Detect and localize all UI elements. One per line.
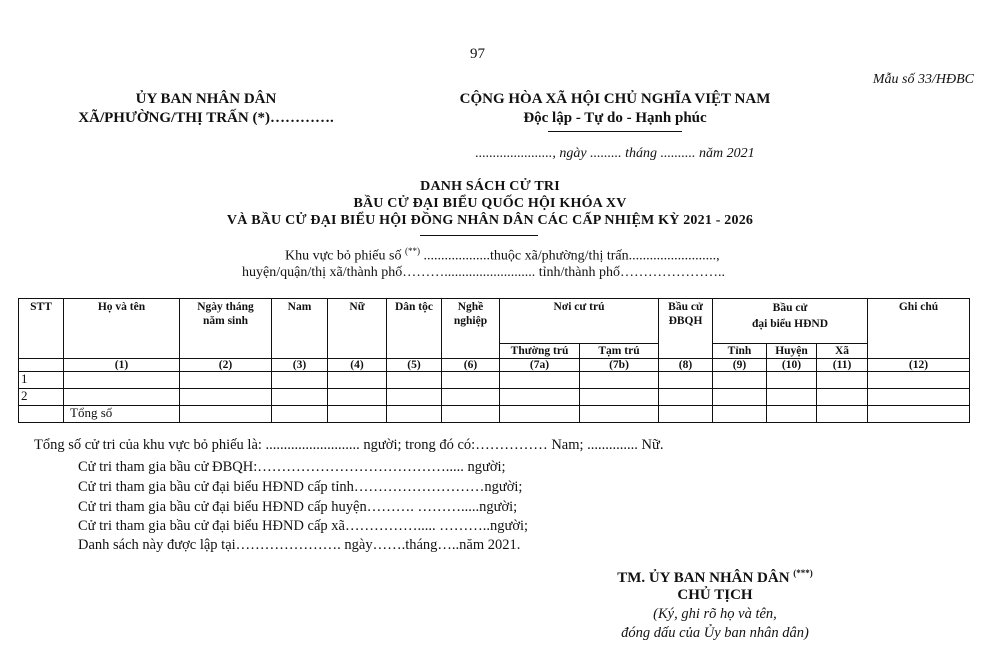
col-num: (7a) [500,359,580,372]
col-num: (4) [328,359,387,372]
national-motto: Độc lập - Tự do - Hạnh phúc [523,110,707,126]
header-province: Tỉnh [713,344,767,359]
area-label: Khu vực bỏ phiếu số [285,248,405,264]
date-line: ......................, ngày ......... tháng .......... năm 2021 [475,146,755,161]
col-num: (2) [180,359,272,372]
summary-made-at: Danh sách này được lập tại…………………. ngày…….tháng…..năm 2021. [78,537,521,553]
header-dob [180,299,272,359]
col-num: (6) [442,359,500,372]
summary-district: Cử tri tham gia bầu cử đại biểu HĐND cấp huyện………. ……….....người; [78,499,518,515]
title-line-3: VÀ BẦU CỬ ĐẠI BIỂU HỘI ĐỒNG NHÂN DÂN CÁC CẤP NHIỆM KỲ 2021 - 2026 [226,213,754,228]
header-residence: Nơi cư trú [500,299,659,344]
area-commune: ...................thuộc xã/phường/thị trấn........................., [419,248,720,264]
col-num: (5) [387,359,442,372]
issuing-authority [56,90,356,128]
col-num: (3) [272,359,328,372]
title-line-2: BẦU CỬ ĐẠI BIỂU QUỐC HỘI KHÓA XV [353,196,627,211]
col-num: (9) [713,359,767,372]
signature-note-2: đóng dấu của Ủy ban nhân dân) [621,625,809,641]
col-num: (10) [767,359,817,372]
summary-total: Tổng số cử tri của khu vực bỏ phiếu là: .......................... người; trong đó có:…………… Nam; .............. Nữ. [34,437,664,453]
header-ethnic: Dân tộc [387,299,442,359]
signature-title [580,568,850,587]
header-na-election [659,299,713,359]
title-underline [420,235,538,236]
col-num: (1) [64,359,180,372]
header-occupation [442,299,500,359]
header-na-line-1: Bầu cử [668,301,703,313]
title-line-1: DANH SÁCH CỬ TRI [420,179,560,194]
row-stt: 1 [19,372,64,389]
voter-list-table [18,298,970,423]
row-stt: 2 [19,389,64,406]
authority-line-1: ỦY BAN NHÂN DÂN [135,91,277,107]
table-row [19,389,970,406]
summary-commune: Cử tri tham gia bầu cử đại biểu HĐND cấp xã……………..... ………..người; [78,518,529,534]
col-num: (12) [868,359,970,372]
header-dob-line-1: Ngày tháng [197,301,254,313]
header-male: Nam [272,299,328,359]
header-occupation-line-2: nghiệp [453,315,488,327]
form-number: Mẫu số 33/HĐBC [872,72,974,87]
header-name: Họ và tên [64,299,180,359]
page-number: 97 [470,46,485,62]
header-commune: Xã [817,344,868,359]
national-title: CỘNG HÒA XÃ HỘI CHỦ NGHĨA VIỆT NAM [459,91,771,107]
col-num: (11) [817,359,868,372]
document-title [180,178,800,229]
summary-province: Cử tri tham gia bầu cử đại biểu HĐND cấp tỉnh………………………người; [78,479,523,495]
header-council-line-2: đại biểu HĐND [751,318,829,330]
signature-note-1: (Ký, ghi rõ họ và tên, [653,606,777,622]
header-female: Nữ [328,299,387,359]
header-permanent: Thường trú [500,344,580,359]
polling-area-line-1 [285,246,720,265]
total-row [19,406,970,423]
col-num-blank [19,359,64,372]
signature-footnote-mark: (***) [793,568,813,578]
summary-na: Cử tri tham gia bầu cử ĐBQH:…………………………………..... người; [78,459,506,475]
signature-title-text: TM. ỦY BAN NHÂN DÂN [617,570,790,586]
table-row [19,372,970,389]
signature-role: CHỦ TỊCH [677,587,753,603]
polling-area-line-2: huyện/quận/thị xã/thành phố……….......................... tỉnh/thành phố………………….. [242,265,725,280]
header-temporary: Tạm trú [580,344,659,359]
header-dob-line-2: năm sinh [202,315,249,327]
header-stt: STT [19,299,64,359]
national-header [440,90,790,128]
header-council-election [713,299,868,344]
header-occupation-line-1: Nghề [457,301,484,313]
col-num: (7b) [580,359,659,372]
header-note: Ghi chú [868,299,970,359]
authority-line-2: XÃ/PHƯỜNG/THỊ TRẤN (*)…………. [78,110,334,126]
total-label: Tổng số [64,406,180,423]
header-district: Huyện [767,344,817,359]
col-num: (8) [659,359,713,372]
motto-underline [548,131,682,132]
header-na-line-2: ĐBQH [668,315,703,327]
area-footnote-mark: (**) [404,246,420,256]
header-council-line-1: Bầu cử [772,302,808,314]
column-number-row [19,359,970,372]
